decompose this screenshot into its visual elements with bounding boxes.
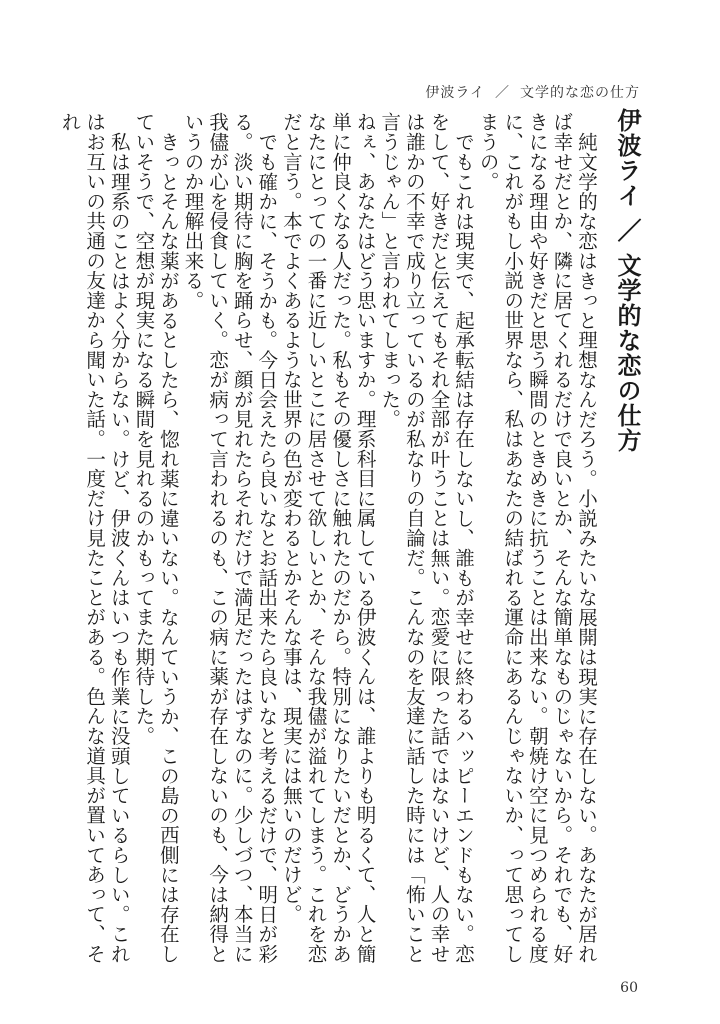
body-text [38,112,598,970]
page-number: 60 [620,980,638,996]
paragraph-1: 純文学的な恋はきっと理想なんだろう。小説みたいな展開は現実に存在しない。あなたが居れば幸せだとか、隣に居てくれるだけで良いとか、そんな簡単なものじゃないから。それでも、好きになる理由や好きだと思う瞬間のときめきに抗うことは出来ない。朝焼け空に見つめられる度に、これがもし小説の世界なら、私はあなたの結ばれる運命にあるんじゃないか、って思ってしまうの。 [476,112,598,964]
header-separator: ／ [495,85,510,101]
title-separator: ／ [613,218,642,243]
title-text: 文学的な恋の仕方 [613,253,642,453]
header-author: 伊波ライ [425,85,485,101]
paragraph-3: ねぇ、あなたはどう思いますか。理系科目に属している伊波くんは、誰よりも明るくて、人と簡単に仲良くなる人だった。私もその優しさに触れたのだから。特別になりたいだとか、どうかあなたにとっての一番に近しいとこに居させて欲しいとか、そんな我儘が溢れてしまう。これを恋だと言う。本でよくあるような世界の色が変わるとかそんな事は、現実には無いのだけど。 [279,112,377,964]
paragraph-5: きっとそんな薬があるとしたら、惚れ薬に違いない。なんていうか、この島の西側には存在していそうで、空想が現実になる瞬間を見れるのかもってまた期待した。 [132,112,180,964]
paragraph-2: でもこれは現実で、起承転結は存在しないし、誰もが幸せに終わるハッピーエンドもない。恋をして、好きだと伝えてもそれ全部が叶うことは無い。恋愛に限った話ではないけど、人の幸せは誰かの不幸で成り立っているのが私なりの自論だ。こんなのを友達に話した時には「怖いこと言うじゃん」と言われてしまった。 [378,112,476,964]
title-author: 伊波ライ [613,108,642,208]
running-header [425,82,640,102]
paragraph-4: でも確かに、そうかも。今日会えたら良いなとお話出来たら良いなと考えるだけで、明日が彩る。淡い期待に胸を踊らせ、顔が見れたらそれだけで満足だったはずなのに。少しづつ、本当に我儘が心を侵食していく。恋が病って言われるのも、この病に薬が存在しないのも、今は納得というのか理解出来る。 [181,112,279,964]
story-title [612,108,642,488]
paragraph-6: 私は理系のことはよく分からない。けど、伊波くんはいつも作業に没頭しているらしい。これはお互いの共通の友達から聞いた話。一度だけ見たことがある。色んな道具が置いてあって、それ [58,112,131,964]
header-title: 文学的な恋の仕方 [520,85,640,101]
